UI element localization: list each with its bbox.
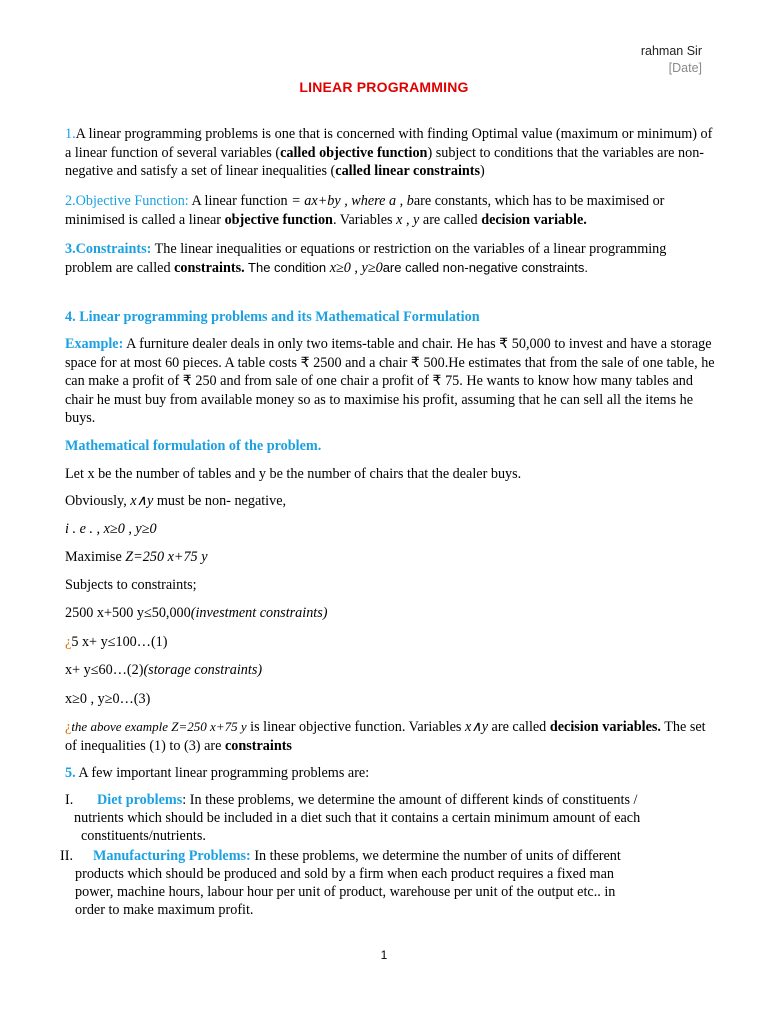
bold-text: called objective function xyxy=(280,144,428,161)
paragraph-number: 1. xyxy=(65,126,76,142)
bold-text: decision variables. xyxy=(549,719,661,735)
text: is linear objective function. Variables xyxy=(246,719,466,735)
section-heading: 4. Linear programming problems and its Mathematical Formulation xyxy=(65,309,480,325)
math-line: x≥0 , y≥0…(3) xyxy=(65,691,151,707)
bold-text: constraints. xyxy=(174,259,245,276)
paragraph-problems-intro xyxy=(65,764,715,783)
page-number: 1 xyxy=(380,948,388,962)
paragraph-definition xyxy=(65,125,715,181)
bold-text: decision variable. xyxy=(481,211,587,228)
bold-text: called linear constraints xyxy=(335,163,481,179)
text: A linear function xyxy=(188,193,288,209)
text: A furniture dealer deals in only two items-table and chair. He has ₹ 50,000 to invest and have a storage space for at most 60 pieces. A table costs ₹ 2500 and a chair ₹ 500.He estimates that from the sale of one table, he can make a profit of ₹ 250 and from sale of one chair a profit of ₹ 75. He wants to know how many tables and chair he must buy from available money so as to maximise his profit, assuming that he can sell all the items he buys. xyxy=(65,336,715,426)
list-line: products which should be produced and sold by a firm when each product requires a fixed man xyxy=(75,866,614,882)
example-label: Example: xyxy=(65,336,124,352)
text: ) xyxy=(480,163,485,179)
math-line: i . e . , x≥0 , y≥0 xyxy=(65,521,157,537)
text: The set of inequalities (1) to (3) are xyxy=(65,719,706,754)
text: In these problems, we determine the number of units of different xyxy=(250,848,621,864)
text-line: Let x be the number of tables and y be the number of chairs that the dealer buys. xyxy=(65,466,522,482)
paragraph-number: 5. xyxy=(65,765,76,781)
section-label: 3.Constraints: xyxy=(65,241,152,257)
list-label: Diet problems xyxy=(97,792,183,808)
text: are called xyxy=(488,719,550,735)
header-author: rahman Sir xyxy=(640,44,702,58)
text: must be non- negative, xyxy=(153,493,287,509)
text: A few important linear programming problems are: xyxy=(75,765,370,781)
paragraph-constraints xyxy=(65,240,715,277)
text: Obviously, xyxy=(65,493,131,509)
math-expression: (storage constraints) xyxy=(143,662,263,678)
text: A linear programming problems is one that is concerned with finding Optimal value (maximum or minimum) of a linear function of several variables ( xyxy=(65,126,713,161)
text: : In these problems, we determine the amount of different kinds of constituents / xyxy=(182,792,638,808)
bold-text: objective function xyxy=(224,211,333,228)
text-line: Subjects to constraints; xyxy=(65,577,197,593)
list-marker: I. xyxy=(65,792,74,808)
header-date: [Date] xyxy=(668,61,702,75)
math-expression: x∧y xyxy=(130,493,154,509)
section-label: 2.Objective Function: xyxy=(65,193,189,209)
paragraph-objective-function xyxy=(65,192,715,229)
bold-text: constraints xyxy=(224,737,292,754)
text: are called xyxy=(419,211,482,228)
paragraph-example xyxy=(65,335,715,428)
list-line: nutrients which should be included in a diet such that it contains a certain minimum amount of each xyxy=(74,810,641,826)
math-expression: 2500 x+500 y≤50,000 xyxy=(65,605,191,621)
math-expression: (investment constraints) xyxy=(190,605,328,621)
glyph: ¿ xyxy=(65,634,72,650)
math-line xyxy=(65,604,715,623)
text-line xyxy=(65,548,715,567)
math-expression: x+ y≤60…(2) xyxy=(65,662,144,678)
text: The condition xyxy=(244,259,330,275)
math-expression: 5 x+ y≤100…(1) xyxy=(71,634,168,650)
text: The linear inequalities or equations or restriction on the variables of a linear programming problem are called xyxy=(65,241,667,276)
list-marker: II. xyxy=(60,848,73,864)
text: are called non-negative constraints. xyxy=(382,259,588,275)
list-line xyxy=(97,791,637,809)
math-line xyxy=(65,633,715,652)
text: . Variables xyxy=(332,211,397,228)
document-title: LINEAR PROGRAMMING xyxy=(299,79,469,95)
text: ) subject to conditions that the variables are non-negative and satisfy a set of linear inequalities ( xyxy=(65,144,705,179)
text-line xyxy=(65,492,715,511)
list-label: Manufacturing Problems: xyxy=(93,848,251,864)
math-expression: x , y xyxy=(396,211,420,228)
math-expression: Z=250 x+75 y xyxy=(125,549,208,565)
list-line: order to make maximum profit. xyxy=(75,902,254,918)
math-expression: the above example Z=250 x+75 y xyxy=(71,719,247,734)
formulation-heading: Mathematical formulation of the problem. xyxy=(65,438,322,454)
list-line: power, machine hours, labour hour per unit of product, warehouse per unit of the output etc.. in xyxy=(75,884,616,900)
text: Maximise xyxy=(65,549,126,565)
paragraph-summary xyxy=(65,718,715,755)
math-expression: x≥0 , y≥0 xyxy=(329,259,383,276)
math-expression: = ax+by , where a , b xyxy=(287,193,414,209)
math-expression: x∧y xyxy=(465,719,488,735)
math-line xyxy=(65,661,715,680)
list-line xyxy=(93,847,621,865)
glyph: ¿ xyxy=(65,719,72,735)
list-line: constituents/nutrients. xyxy=(81,828,206,844)
text: are constants, which has to be maximised or minimised is called a linear xyxy=(65,193,665,228)
